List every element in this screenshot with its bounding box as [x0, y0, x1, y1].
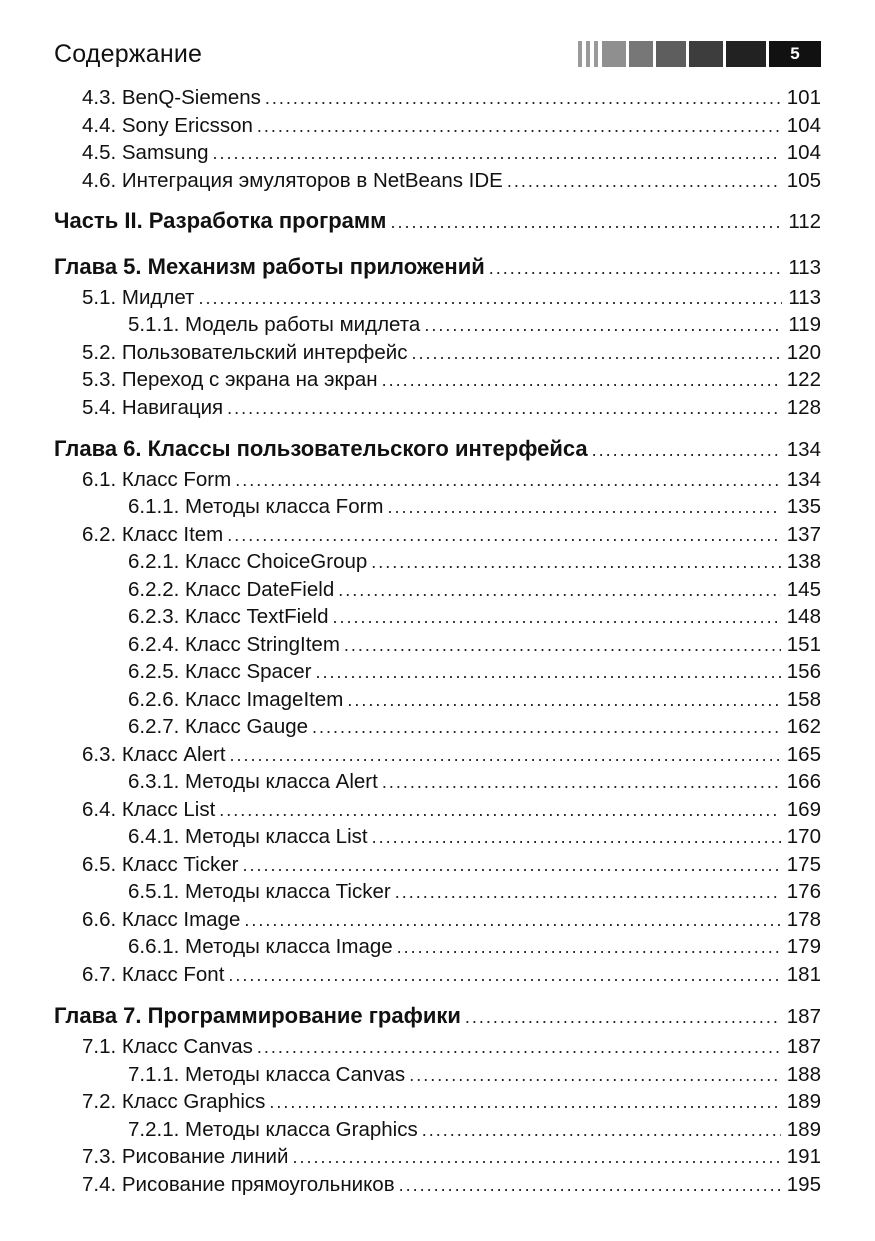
page-title: Содержание	[54, 40, 203, 68]
toc-page-number: 113	[788, 286, 821, 309]
toc-page-number: 158	[786, 688, 821, 711]
toc-entry	[0, 743, 821, 767]
toc-label: 4.4. Sony Ericsson	[82, 114, 253, 137]
toc-entry	[0, 286, 821, 310]
dot-leader	[244, 910, 780, 931]
toc-label: Глава 5. Механизм работы приложений	[54, 254, 485, 279]
dot-leader	[347, 690, 780, 711]
toc-label: 6.4.1. Методы класса List	[128, 825, 368, 848]
toc-label: 6.5.1. Методы класса Ticker	[128, 880, 391, 903]
toc-page-number: 134	[786, 438, 821, 461]
toc-label: 7.1. Класс Canvas	[82, 1035, 253, 1058]
toc-label: 6.2.6. Класс ImageItem	[128, 688, 344, 711]
toc-entry	[0, 1090, 821, 1114]
toc-page-number: 122	[786, 368, 821, 391]
toc-entry	[0, 169, 821, 193]
toc-entry	[0, 605, 821, 629]
toc-page-number: 189	[786, 1090, 821, 1113]
toc-label: 6.3.1. Методы класса Alert	[128, 770, 378, 793]
dot-leader	[344, 635, 781, 656]
toc-page-number: 120	[786, 341, 821, 364]
dot-leader	[382, 772, 781, 793]
toc-label: 6.1. Класс Form	[82, 468, 232, 491]
toc-entry	[0, 688, 821, 712]
toc-label: Часть II. Разработка программ	[54, 208, 387, 233]
toc-entry	[0, 660, 821, 684]
dot-leader	[372, 827, 781, 848]
toc-entry	[0, 341, 821, 365]
toc-page-number: 104	[786, 114, 821, 137]
toc-page-number: 169	[786, 798, 821, 821]
toc-label: Глава 6. Классы пользовательского интерфейса	[54, 436, 588, 461]
toc-label: 7.2.1. Методы класса Graphics	[128, 1118, 418, 1141]
toc-entry	[0, 1035, 821, 1059]
toc-label: 7.1.1. Методы класса Canvas	[128, 1063, 406, 1086]
toc-entry	[0, 633, 821, 657]
dot-leader	[219, 800, 780, 821]
toc-page-number: 191	[786, 1145, 821, 1168]
page-number: 5	[769, 41, 821, 67]
toc-entry	[0, 313, 821, 337]
toc-entry	[0, 908, 821, 932]
toc-page-number: 162	[786, 715, 821, 738]
toc-page-number: 166	[786, 770, 821, 793]
toc-entry	[0, 86, 821, 110]
toc-page-number: 134	[786, 468, 821, 491]
toc-page-number: 175	[786, 853, 821, 876]
toc-page-number: 145	[786, 578, 821, 601]
toc-label: 4.6. Интеграция эмуляторов в NetBeans IDE	[82, 169, 503, 192]
toc-heading	[0, 1003, 821, 1029]
dot-leader	[411, 343, 780, 364]
dot-leader	[228, 965, 780, 986]
toc-label: 6.2.3. Класс TextField	[128, 605, 329, 628]
toc-label: 5.4. Навигация	[82, 396, 224, 419]
toc-entry	[0, 495, 821, 519]
toc-entry	[0, 523, 821, 547]
toc-page-number: 187	[786, 1005, 821, 1028]
toc-entry	[0, 550, 821, 574]
toc-entry	[0, 114, 821, 138]
dot-leader	[265, 88, 781, 109]
toc-page-number: 165	[786, 743, 821, 766]
toc-label: 6.6. Класс Image	[82, 908, 241, 931]
dot-leader	[312, 717, 781, 738]
toc-label: 4.5. Samsung	[82, 141, 209, 164]
toc-entry	[0, 396, 821, 420]
toc-label: 6.2. Класс Item	[82, 523, 224, 546]
toc-page-number: 101	[786, 86, 821, 109]
toc-entry	[0, 1118, 821, 1142]
toc-page-number: 113	[788, 256, 821, 279]
dot-leader	[507, 171, 781, 192]
toc-page-number: 104	[786, 141, 821, 164]
toc-heading	[0, 208, 821, 234]
toc-entry	[0, 853, 821, 877]
toc-entry	[0, 770, 821, 794]
toc-label: 7.3. Рисование линий	[82, 1145, 289, 1168]
toc-label: 6.5. Класс Ticker	[82, 853, 239, 876]
dot-leader	[257, 116, 781, 137]
toc-page-number: 135	[786, 495, 821, 518]
toc-page-number: 181	[786, 963, 821, 986]
toc-label: 4.3. BenQ-Siemens	[82, 86, 261, 109]
dot-leader	[269, 1092, 780, 1113]
toc-page-number: 119	[788, 313, 821, 336]
dot-leader	[399, 1175, 781, 1196]
toc-label: 5.1. Мидлет	[82, 286, 195, 309]
toc-label: 5.2. Пользовательский интерфейс	[82, 341, 408, 364]
toc-page-number: 112	[788, 210, 821, 233]
toc-page-number: 178	[786, 908, 821, 931]
toc-entry	[0, 798, 821, 822]
toc-page-number: 187	[786, 1035, 821, 1058]
dot-leader	[390, 212, 782, 233]
toc-page-number: 179	[786, 935, 821, 958]
toc-page-number: 137	[786, 523, 821, 546]
toc-page-number: 138	[786, 550, 821, 573]
toc-page-number: 195	[786, 1173, 821, 1196]
toc-entry	[0, 468, 821, 492]
toc-entry	[0, 578, 821, 602]
toc-page-number: 151	[786, 633, 821, 656]
toc-entry	[0, 1173, 821, 1197]
toc-label: 7.2. Класс Graphics	[82, 1090, 266, 1113]
toc-page-number: 105	[786, 169, 821, 192]
dot-leader	[227, 525, 781, 546]
toc-page-number: 176	[786, 880, 821, 903]
dot-leader	[397, 937, 781, 958]
toc-page-number: 148	[786, 605, 821, 628]
dot-leader	[257, 1037, 781, 1058]
toc-entry	[0, 880, 821, 904]
dot-leader	[338, 580, 781, 601]
toc-label: 7.4. Рисование прямоугольников	[82, 1173, 395, 1196]
toc-entry	[0, 935, 821, 959]
dot-leader	[198, 288, 782, 309]
toc-entry	[0, 368, 821, 392]
toc-heading	[0, 254, 821, 280]
toc-entry	[0, 963, 821, 987]
toc-label: 6.4. Класс List	[82, 798, 216, 821]
toc-label: 6.2.5. Класс Spacer	[128, 660, 312, 683]
dot-leader	[315, 662, 780, 683]
dot-leader	[235, 470, 781, 491]
toc-label: 6.1.1. Методы класса Form	[128, 495, 384, 518]
dot-leader	[333, 607, 781, 628]
dot-leader	[371, 552, 781, 573]
dot-leader	[292, 1147, 780, 1168]
toc-label: 6.2.2. Класс DateField	[128, 578, 335, 601]
toc-heading	[0, 436, 821, 462]
toc-page-number: 128	[786, 396, 821, 419]
toc-entry	[0, 1063, 821, 1087]
dot-leader	[489, 258, 783, 279]
toc-page-number: 156	[786, 660, 821, 683]
dot-leader	[465, 1007, 781, 1028]
toc-label: 6.7. Класс Font	[82, 963, 225, 986]
dot-leader	[395, 882, 781, 903]
toc-label: 6.3. Класс Alert	[82, 743, 226, 766]
dot-leader	[424, 315, 782, 336]
toc-page-number: 189	[786, 1118, 821, 1141]
toc-label: 6.2.7. Класс Gauge	[128, 715, 309, 738]
dot-leader	[388, 497, 781, 518]
toc-label: 6.2.1. Класс ChoiceGroup	[128, 550, 368, 573]
dot-leader	[213, 143, 781, 164]
toc-page-number: 188	[786, 1063, 821, 1086]
toc-label: 5.3. Переход с экрана на экран	[82, 368, 378, 391]
dot-leader	[230, 745, 781, 766]
dot-leader	[227, 398, 781, 419]
dot-leader	[422, 1120, 781, 1141]
toc-entry	[0, 1145, 821, 1169]
toc-label: 5.1.1. Модель работы мидлета	[128, 313, 421, 336]
dot-leader	[592, 440, 781, 461]
toc-label: 6.6.1. Методы класса Image	[128, 935, 393, 958]
toc-label: Глава 7. Программирование графики	[54, 1003, 461, 1028]
toc-entry	[0, 715, 821, 739]
toc-entry	[0, 825, 821, 849]
dot-leader	[242, 855, 780, 876]
toc-page-number: 170	[786, 825, 821, 848]
dot-leader	[382, 370, 781, 391]
toc-label: 6.2.4. Класс StringItem	[128, 633, 340, 656]
dot-leader	[409, 1065, 781, 1086]
toc-entry	[0, 141, 821, 165]
